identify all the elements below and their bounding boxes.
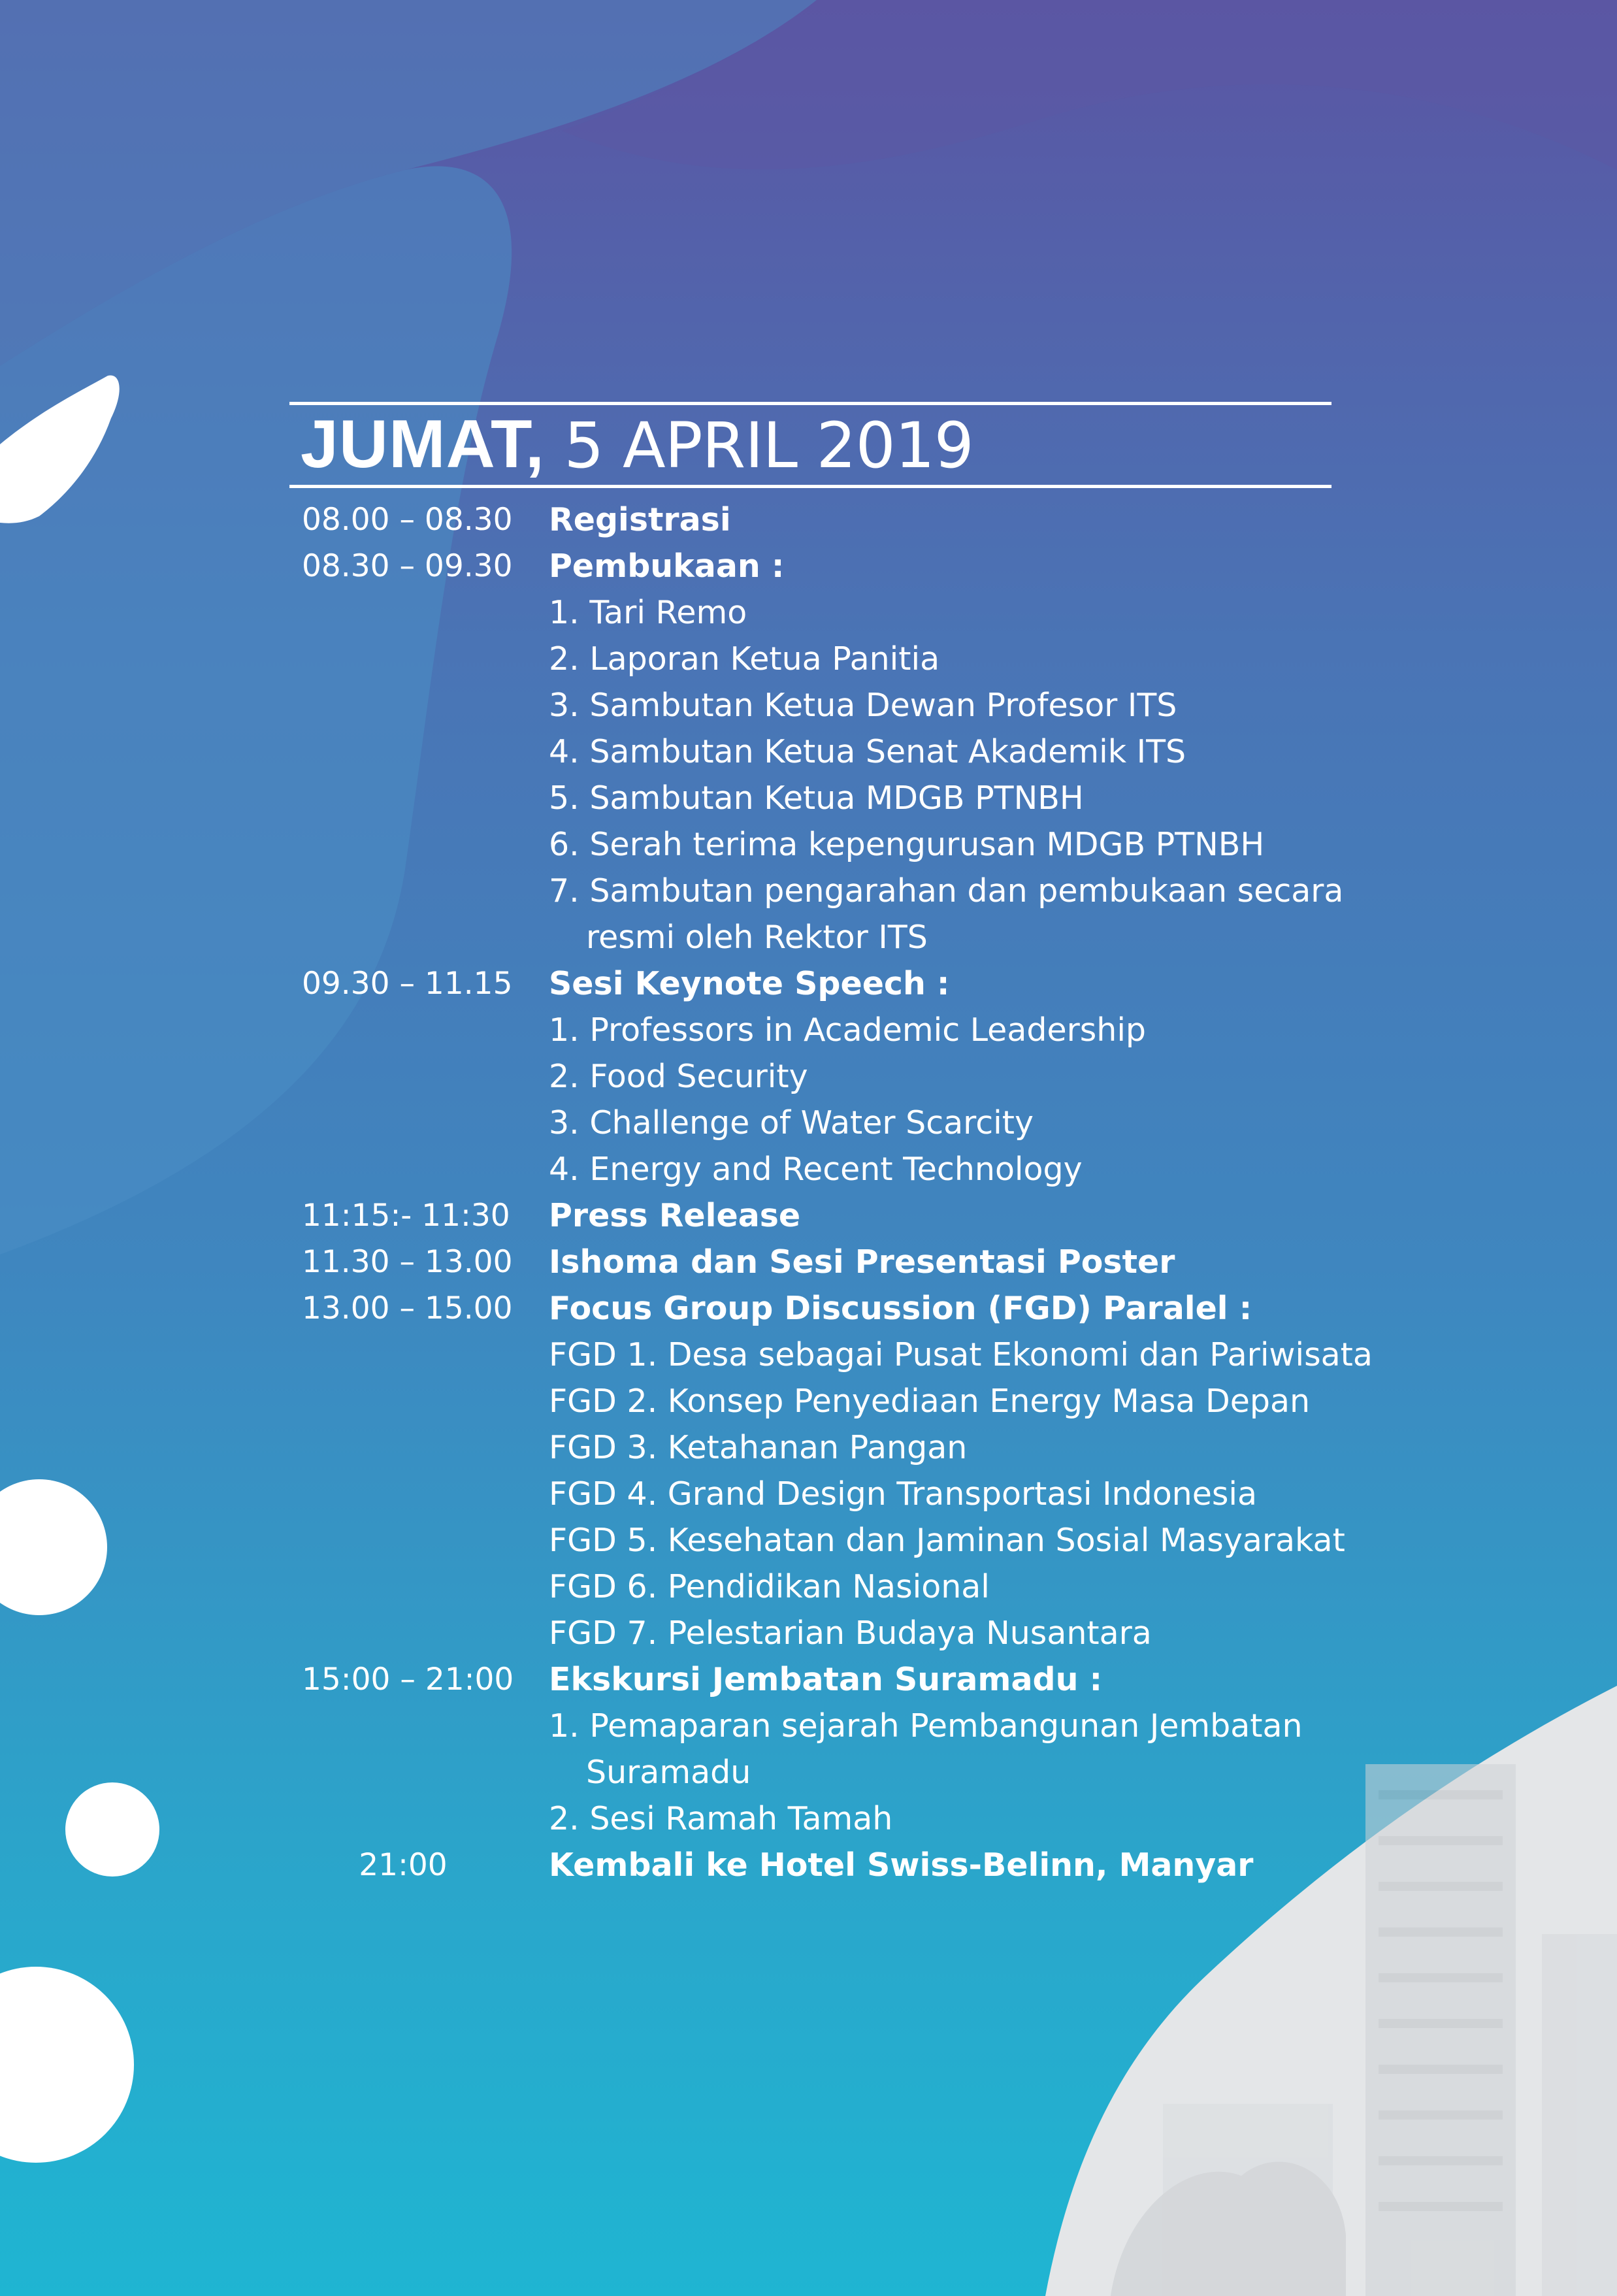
schedule-item: Suramadu <box>586 1754 751 1791</box>
title-bottom-rule <box>289 485 1331 488</box>
schedule-time: 09.30 – 11.15 <box>302 966 513 1002</box>
schedule-time: 21:00 <box>359 1847 448 1883</box>
schedule-item: FGD 6. Pendidikan Nasional <box>549 1568 990 1605</box>
schedule-item: 2. Laporan Ketua Panitia <box>549 640 940 678</box>
schedule-row <box>0 1564 1617 1610</box>
schedule-item: 2. Sesi Ramah Tamah <box>549 1800 893 1837</box>
schedule-row <box>0 543 1617 589</box>
schedule-time: 11.30 – 13.00 <box>302 1244 513 1280</box>
schedule-item: 1. Pemaparan sejarah Pembangunan Jembatan <box>549 1707 1303 1745</box>
schedule-row <box>0 1332 1617 1378</box>
schedule-session-title: Press Release <box>549 1197 801 1234</box>
schedule-item: 3. Challenge of Water Scarcity <box>549 1104 1034 1141</box>
schedule-row <box>0 1796 1617 1842</box>
schedule-row <box>0 497 1617 543</box>
schedule-time: 08.30 – 09.30 <box>302 548 513 584</box>
page-title <box>301 402 973 487</box>
schedule-session-title: Pembukaan : <box>549 548 785 585</box>
schedule-row <box>0 868 1617 914</box>
schedule-row <box>0 1239 1617 1285</box>
schedule-item: 5. Sambutan Ketua MDGB PTNBH <box>549 779 1084 817</box>
schedule-row <box>0 1703 1617 1749</box>
schedule-time: 11:15:- 11:30 <box>302 1198 510 1234</box>
schedule-item: resmi oleh Rektor ITS <box>586 919 928 956</box>
schedule-row <box>0 1842 1617 1888</box>
schedule-item: FGD 7. Pelestarian Budaya Nusantara <box>549 1615 1152 1652</box>
schedule-row <box>0 636 1617 682</box>
schedule-row <box>0 1100 1617 1146</box>
schedule-row <box>0 1285 1617 1332</box>
schedule-session-title: Sesi Keynote Speech : <box>549 965 950 1002</box>
schedule-session-title: Ishoma dan Sesi Presentasi Poster <box>549 1243 1175 1281</box>
title-day: JUMAT, <box>301 406 545 482</box>
schedule-item: 7. Sambutan pengarahan dan pembukaan secara <box>549 872 1344 910</box>
schedule-row <box>0 1610 1617 1656</box>
schedule-item: 6. Serah terima kepengurusan MDGB PTNBH <box>549 826 1265 863</box>
schedule-list <box>0 497 1617 1888</box>
schedule-row <box>0 1749 1617 1796</box>
schedule-item: FGD 3. Ketahanan Pangan <box>549 1429 968 1466</box>
schedule-item: 3. Sambutan Ketua Dewan Profesor ITS <box>549 687 1177 724</box>
title-date: 5 APRIL 2019 <box>544 409 973 482</box>
schedule-row <box>0 589 1617 636</box>
schedule-item: FGD 2. Konsep Penyediaan Energy Masa Depan <box>549 1383 1311 1420</box>
schedule-session-title: Kembali ke Hotel Swiss-Belinn, Manyar <box>549 1846 1254 1884</box>
schedule-row <box>0 1517 1617 1564</box>
schedule-row <box>0 1007 1617 1053</box>
schedule-row <box>0 914 1617 960</box>
schedule-time: 15:00 – 21:00 <box>302 1662 514 1697</box>
schedule-row <box>0 821 1617 868</box>
schedule-item: 4. Sambutan Ketua Senat Akademik ITS <box>549 733 1186 770</box>
schedule-row <box>0 1378 1617 1424</box>
schedule-item: 1. Professors in Academic Leadership <box>549 1011 1147 1049</box>
schedule-item: FGD 1. Desa sebagai Pusat Ekonomi dan Pariwisata <box>549 1336 1373 1373</box>
schedule-row <box>0 1424 1617 1471</box>
schedule-time: 08.00 – 08.30 <box>302 502 513 538</box>
schedule-item: 2. Food Security <box>549 1058 808 1095</box>
schedule-item: 1. Tari Remo <box>549 594 747 631</box>
schedule-row <box>0 1192 1617 1239</box>
schedule-row <box>0 1146 1617 1192</box>
schedule-item: FGD 5. Kesehatan dan Jaminan Sosial Masyarakat <box>549 1522 1345 1559</box>
schedule-session-title: Ekskursi Jembatan Suramadu : <box>549 1661 1103 1698</box>
schedule-row <box>0 682 1617 729</box>
schedule-row <box>0 960 1617 1007</box>
schedule-row <box>0 1656 1617 1703</box>
schedule-row <box>0 775 1617 821</box>
schedule-time: 13.00 – 15.00 <box>302 1290 513 1326</box>
schedule-item: FGD 4. Grand Design Transportasi Indonesia <box>549 1475 1258 1513</box>
schedule-row <box>0 1053 1617 1100</box>
schedule-item: 4. Energy and Recent Technology <box>549 1151 1083 1188</box>
schedule-session-title: Focus Group Discussion (FGD) Paralel : <box>549 1290 1252 1327</box>
schedule-session-title: Registrasi <box>549 501 731 538</box>
schedule-row <box>0 1471 1617 1517</box>
schedule-row <box>0 729 1617 775</box>
